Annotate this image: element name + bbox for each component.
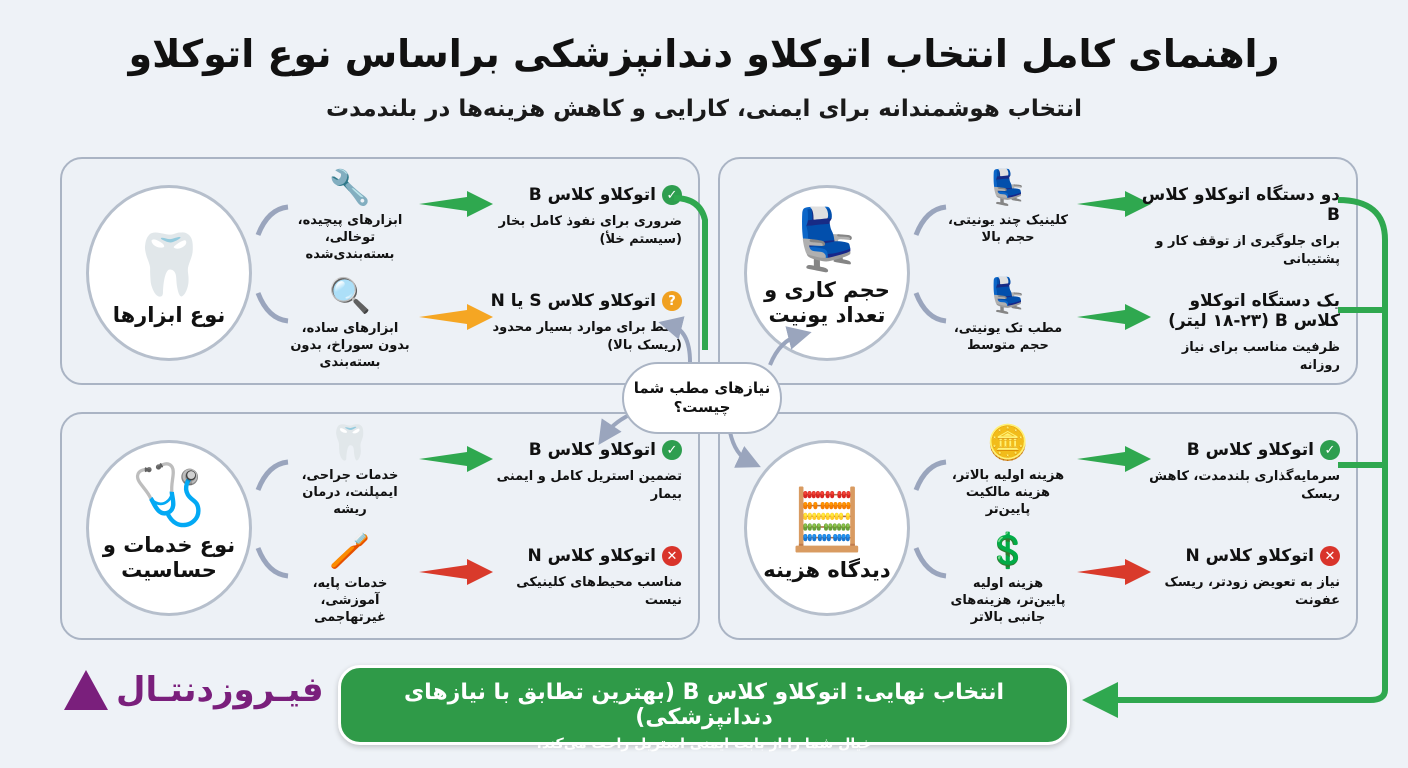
curve-arrow — [912, 454, 952, 494]
final-title: انتخاب نهایی: اتوکلاو کلاس B (بهترین تطابق با نیازهای دندانپزشکی) — [403, 680, 1005, 730]
panel-cost — [718, 412, 1358, 640]
result-description: سرمایه‌گذاری بلندمدت، کاهش ریسک — [1149, 469, 1340, 502]
result-title: اتوکلاو کلاس S یا N — [490, 291, 656, 311]
final-choice-banner — [338, 665, 1070, 752]
curve-arrow — [912, 544, 952, 584]
result — [1140, 440, 1340, 503]
calculator-money-icon: 🧮 — [789, 484, 865, 555]
category-circle — [86, 440, 252, 616]
packaged-tools-icon: 🔧 — [328, 168, 372, 208]
result-description: ضروری برای نفوذ کامل بخار (سیستم خلأ) — [498, 214, 682, 247]
logo-text: فیـروزدنتـال — [116, 670, 324, 710]
option-label: ابزارهای پیچیده، توخالی، بسته‌بندی‌شده — [297, 213, 403, 262]
simple-tools-icon: 🔍 — [328, 276, 372, 316]
option — [290, 423, 410, 519]
result-description: ظرفیت مناسب برای نیاز روزانه — [1181, 340, 1340, 373]
curve-arrow — [912, 289, 952, 329]
result-description: تضمین استریل کامل و ایمنی بیمار — [496, 469, 682, 502]
option — [948, 168, 1068, 247]
result — [1140, 291, 1340, 374]
curve-arrow — [254, 544, 294, 584]
brand-logo — [62, 668, 324, 712]
check-status-icon: ✓ — [1320, 440, 1340, 460]
category-circle — [744, 440, 910, 616]
question-status-icon: ? — [662, 291, 682, 311]
implant-icon: 🦷 — [328, 423, 372, 463]
result-title: اتوکلاو کلاس B — [1186, 440, 1314, 460]
cross-status-icon: ✕ — [1320, 546, 1340, 566]
cross-status-icon: ✕ — [662, 546, 682, 566]
result-title: اتوکلاو کلاس B — [528, 185, 656, 205]
option — [290, 276, 410, 372]
result — [482, 291, 682, 354]
curve-arrow — [254, 454, 294, 494]
result-description: نیاز به تعویض زودتر، ریسک عفونت — [1164, 575, 1340, 608]
category-label: نوع ابزارها — [112, 302, 226, 327]
option-label: کلینیک چند یونیتی، حجم بالا — [948, 213, 1068, 245]
panel-volume — [718, 157, 1358, 385]
broken-coin-icon: 💲 — [986, 531, 1030, 571]
option — [948, 531, 1068, 627]
result-title: یک دستگاه اتوکلاو کلاس B (۱۸-۲۳ لیتر) — [1168, 291, 1340, 331]
option-label: مطب تک یونیتی، حجم متوسط — [953, 321, 1063, 353]
option-label: خدمات پایه، آموزشی، غیرتهاجمی — [312, 576, 388, 625]
option-label: ابزارهای ساده، بدون سوراخ، بدون بسته‌بندی — [290, 321, 410, 370]
result-title: اتوکلاو کلاس N — [1185, 546, 1314, 566]
category-label: نوع خدمات و حساسیت — [102, 532, 236, 582]
option-label: هزینه اولیه پایین‌تر، هزینه‌های جانبی بالاتر — [950, 576, 1066, 625]
panel-tools — [60, 157, 700, 385]
result — [482, 546, 682, 609]
option — [948, 276, 1068, 355]
curve-arrow — [254, 289, 294, 329]
surgery-icon: 🩺 — [131, 459, 207, 530]
category-circle — [86, 185, 252, 361]
single-chair-icon: 💺 — [986, 276, 1030, 316]
result-title: دو دستگاه اتوکلاو کلاس B — [1141, 185, 1340, 225]
option — [290, 168, 410, 264]
multi-chair-icon: 💺 — [986, 168, 1030, 208]
result-description: مناسب محیط‌های کلینیکی نیست — [516, 575, 682, 608]
result-title: اتوکلاو کلاس B — [528, 440, 656, 460]
dental-tools-icon: 🦷 — [131, 229, 207, 300]
check-status-icon: ✓ — [662, 185, 682, 205]
page-subtitle: انتخاب هوشمندانه برای ایمنی، کارایی و کاهش هزینه‌ها در بلندمدت — [325, 96, 1083, 122]
option — [290, 531, 410, 627]
panel-services — [60, 412, 700, 640]
basic-tools-icon: 🪥 — [328, 531, 372, 571]
option — [948, 423, 1068, 519]
option-label: هزینه اولیه بالاتر، هزینه مالکیت پایین‌تر — [951, 468, 1065, 517]
result-description: فقط برای موارد بسیار محدود (ریسک بالا) — [492, 320, 682, 353]
category-label: حجم کاری و تعداد یونیت — [764, 277, 890, 327]
curve-arrow — [912, 199, 952, 239]
result — [482, 185, 682, 248]
center-question-cloud: نیازهای مطب شما چیست؟ — [622, 362, 782, 434]
check-status-icon: ✓ — [662, 440, 682, 460]
coins-shield-icon: 🪙 — [986, 423, 1030, 463]
curve-arrow — [254, 199, 294, 239]
category-label: دیدگاه هزینه — [763, 557, 891, 582]
result — [1140, 185, 1340, 268]
result — [482, 440, 682, 503]
result-title: اتوکلاو کلاس N — [527, 546, 656, 566]
result-description: برای جلوگیری از توقف کار و پشتیبانی — [1155, 234, 1340, 267]
dental-chair-icon: 💺 — [789, 204, 865, 275]
logo-triangle-icon — [62, 668, 110, 712]
category-circle — [744, 185, 910, 361]
option-label: خدمات جراحی، ایمپلنت، درمان ریشه — [301, 468, 399, 517]
result — [1140, 546, 1340, 609]
page-title: راهنمای کامل انتخاب اتوکلاو دندانپزشکی براساس نوع اتوکلاو — [128, 32, 1280, 76]
final-subtitle: خیال شما را از بابت ایمنی استریل راحت می‌کند. — [536, 736, 872, 752]
